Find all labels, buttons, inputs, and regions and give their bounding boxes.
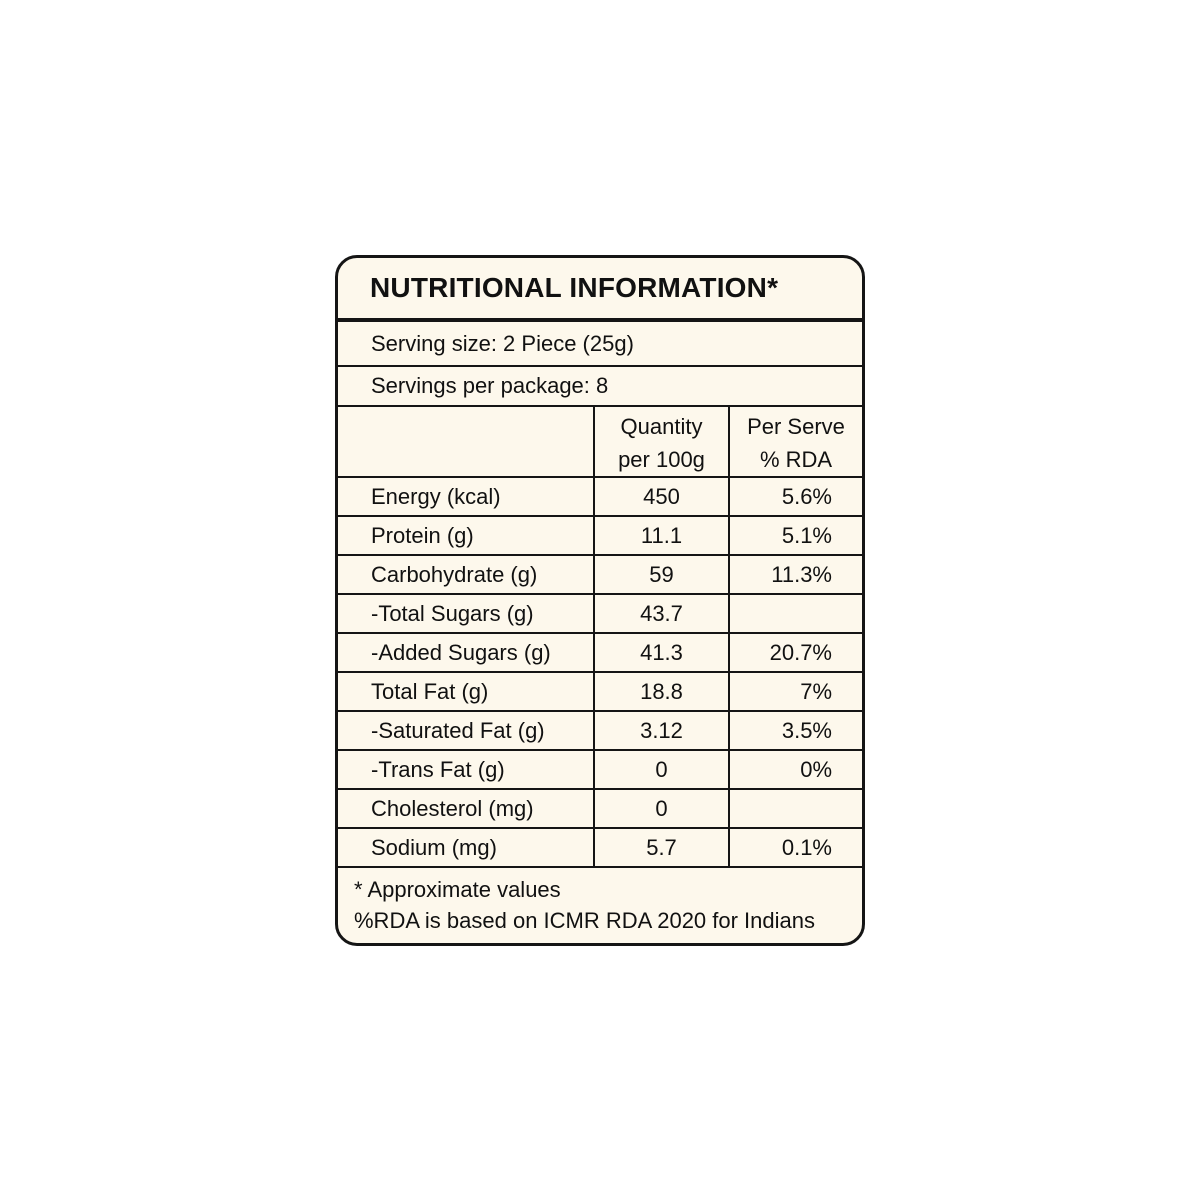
nutrient-name: -Saturated Fat (g) bbox=[338, 711, 594, 750]
serving-size-row bbox=[338, 322, 862, 367]
serving-size-text: Serving size: 2 Piece (25g) bbox=[371, 330, 634, 356]
header-quantity bbox=[594, 407, 729, 477]
table-row bbox=[338, 789, 862, 828]
table-row bbox=[338, 516, 862, 555]
nutrient-quantity: 18.8 bbox=[594, 672, 729, 711]
nutrient-quantity: 0 bbox=[594, 750, 729, 789]
servings-per-package-row bbox=[338, 367, 862, 407]
nutrient-rda: 5.6% bbox=[729, 477, 862, 516]
nutrient-name: Energy (kcal) bbox=[338, 477, 594, 516]
nutrient-rda: 3.5% bbox=[729, 711, 862, 750]
nutrient-name: Protein (g) bbox=[338, 516, 594, 555]
table-row bbox=[338, 594, 862, 633]
nutrient-quantity: 11.1 bbox=[594, 516, 729, 555]
footnote-rda-basis: %RDA is based on ICMR RDA 2020 for Indians bbox=[354, 908, 816, 933]
table-row bbox=[338, 477, 862, 516]
nutrient-name: -Total Sugars (g) bbox=[338, 594, 594, 633]
nutrient-name: -Trans Fat (g) bbox=[338, 750, 594, 789]
nutrient-quantity: 43.7 bbox=[594, 594, 729, 633]
header-rda bbox=[729, 407, 862, 477]
nutrient-rda: 5.1% bbox=[729, 516, 862, 555]
table-row bbox=[338, 555, 862, 594]
nutrient-quantity: 3.12 bbox=[594, 711, 729, 750]
header-rda-line2: % RDA bbox=[759, 446, 833, 472]
nutrient-rda: 20.7% bbox=[729, 633, 862, 672]
title-row bbox=[338, 258, 862, 322]
label-title: NUTRITIONAL INFORMATION* bbox=[370, 272, 779, 303]
nutrient-rda bbox=[729, 789, 862, 828]
table-row bbox=[338, 711, 862, 750]
nutrient-name: -Added Sugars (g) bbox=[338, 633, 594, 672]
nutrient-name: Cholesterol (mg) bbox=[338, 789, 594, 828]
table-row bbox=[338, 828, 862, 867]
footnotes bbox=[338, 868, 862, 936]
nutrient-rda: 0.1% bbox=[729, 828, 862, 867]
nutrient-name: Carbohydrate (g) bbox=[338, 555, 594, 594]
nutrient-rda bbox=[729, 594, 862, 633]
nutrient-quantity: 450 bbox=[594, 477, 729, 516]
nutrient-rda: 11.3% bbox=[729, 555, 862, 594]
nutrient-quantity: 59 bbox=[594, 555, 729, 594]
header-quantity-line1: Quantity bbox=[620, 413, 703, 439]
nutrient-quantity: 0 bbox=[594, 789, 729, 828]
table-row bbox=[338, 633, 862, 672]
nutrient-rda: 7% bbox=[729, 672, 862, 711]
nutrition-label bbox=[335, 255, 865, 946]
servings-per-package-text: Servings per package: 8 bbox=[371, 373, 609, 398]
header-quantity-line2: per 100g bbox=[618, 446, 705, 472]
header-rda-line1: Per Serve bbox=[747, 413, 845, 439]
table-header-row bbox=[338, 407, 862, 477]
nutrient-name: Total Fat (g) bbox=[338, 672, 594, 711]
nutrient-quantity: 5.7 bbox=[594, 828, 729, 867]
nutrient-rda: 0% bbox=[729, 750, 862, 789]
nutrient-table bbox=[338, 407, 862, 868]
nutrient-quantity: 41.3 bbox=[594, 633, 729, 672]
footnote-approximate: * Approximate values bbox=[354, 877, 561, 902]
header-nutrient bbox=[338, 407, 594, 477]
table-row bbox=[338, 750, 862, 789]
nutrient-name: Sodium (mg) bbox=[338, 828, 594, 867]
table-row bbox=[338, 672, 862, 711]
